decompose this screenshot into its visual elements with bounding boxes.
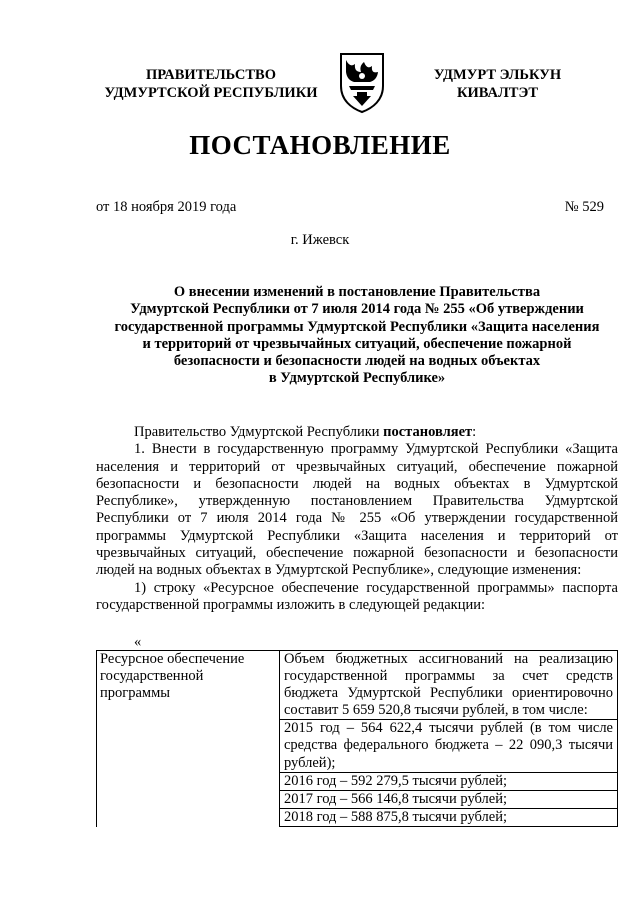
udmurt-name-line1: УДМУРТ ЭЛЬКУН <box>433 67 562 83</box>
intro-colon: : <box>472 424 477 440</box>
resource-table <box>96 650 618 827</box>
funding-year-2018: 2018 год – 588 875,8 тысячи рублей; <box>280 809 617 827</box>
document-title: ПОСТАНОВЛЕНИЕ <box>189 130 451 160</box>
intro-paragraph <box>96 424 618 441</box>
government-name-line2: УДМУРТСКОЙ РЕСПУБЛИКИ <box>104 85 318 101</box>
government-name-udmurt <box>420 66 575 102</box>
funding-year-2016: 2016 год – 592 279,5 тысячи рублей; <box>280 773 617 791</box>
document-number: № 529 <box>564 199 604 215</box>
paragraph-1: 1. Внести в государственную программу Удмуртской Республики «Защита населения и территорий от чрезвычайных ситуаций, обеспечение пожарной безопасности и безопасности людей на водных объектах в Удмуртской Республике», утвержденную постановлением Правительства Удмуртской Республики от 7 июля 2014 года № 255 «Об утверждении государственной программы Удмуртской Республики «Защита населения и территорий от чрезвычайных ситуаций, обеспечение пожарной безопасности и безопасности людей на водных объектах в Удмуртской Республике», следующие изменения: <box>96 441 618 579</box>
funding-summary: Объем бюджетных ассигнований на реализацию государственной программы за счет средств бюджета Удмуртской Республики ориентировочно составит 5 659 520,8 тысячи рублей, в том числе: <box>280 651 617 720</box>
document-date: от 18 ноября 2019 года <box>96 199 237 215</box>
subject-line: Удмуртской Республики от 7 июля 2014 года № 255 «Об утверждении <box>130 301 584 318</box>
subject-line: О внесении изменений в постановление Правительства <box>173 284 541 300</box>
government-name-line1: ПРАВИТЕЛЬСТВО <box>146 67 276 83</box>
table-cell-content <box>280 651 618 827</box>
intro-verb: постановляет <box>383 424 473 440</box>
funding-year-2017: 2017 год – 566 146,8 тысячи рублей; <box>280 791 617 809</box>
table-row <box>97 651 618 827</box>
open-quote: « <box>134 634 142 650</box>
udmurt-name-line2: КИВАЛТЭТ <box>456 85 538 101</box>
government-name-russian <box>96 66 326 102</box>
subject-line: и территорий от чрезвычайных ситуаций, обеспечение пожарной <box>142 335 572 352</box>
paragraph-2: 1) строку «Ресурсное обеспечение государственной программы» паспорта государственной программы изложить в следующей редакции: <box>96 579 618 613</box>
document-body <box>96 424 618 614</box>
document-city: г. Ижевск <box>290 232 350 248</box>
funding-year-2015: 2015 год – 564 622,4 тысячи рублей (в том числе средства федерального бюджета – 22 090,3 тысячи рублей); <box>280 720 617 772</box>
subject-line: безопасности и безопасности людей на водных объектах <box>173 353 541 370</box>
subject-line: в Удмуртской Республике» <box>268 370 446 387</box>
subject-line: государственной программы Удмуртской Республики «Защита населения <box>114 318 600 335</box>
coat-of-arms-icon <box>337 52 387 114</box>
intro-text: Правительство Удмуртской Республики <box>134 424 384 440</box>
table-cell-label: Ресурсное обеспечение государственной программы <box>97 651 280 827</box>
document-subject <box>96 284 618 388</box>
